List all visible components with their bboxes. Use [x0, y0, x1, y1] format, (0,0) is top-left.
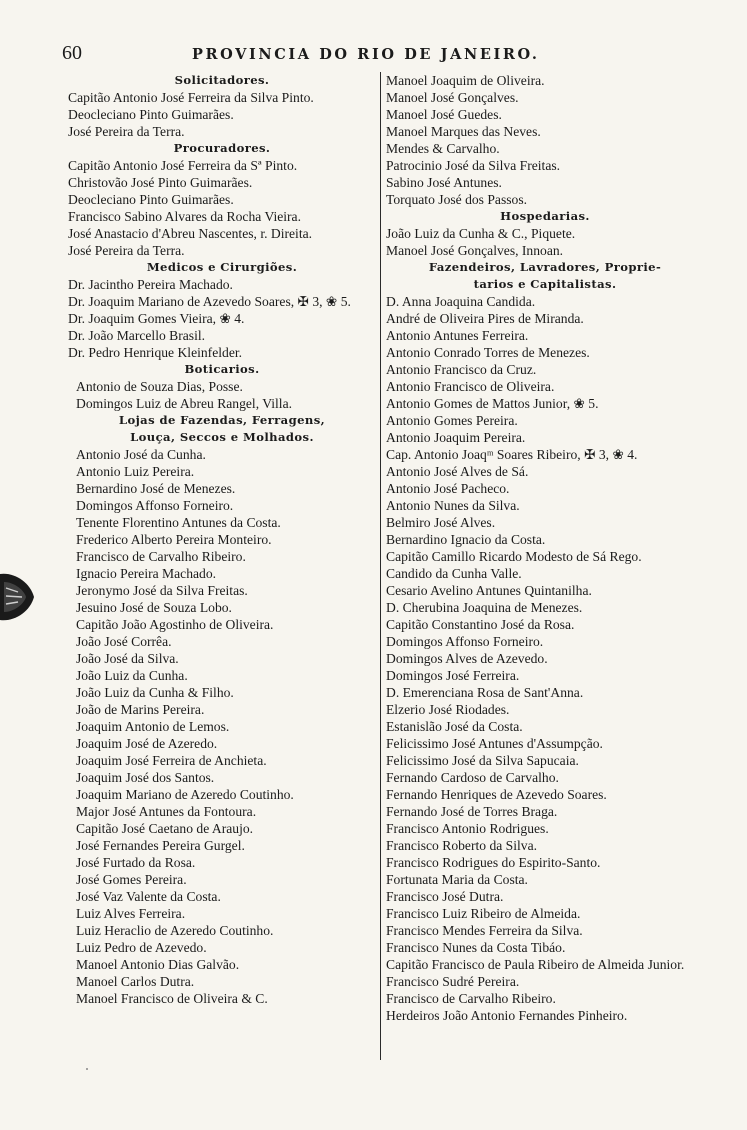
list-item: Joaquim Antonio de Lemos.: [76, 719, 230, 734]
list-item: Francisco de Carvalho Ribeiro.: [76, 549, 246, 564]
list-item: Manoel Francisco de Oliveira & C.: [76, 991, 268, 1006]
list-item: Antonio de Souza Dias, Posse.: [76, 379, 243, 394]
right-column: [386, 72, 704, 1024]
list-item: Major José Antunes da Fontoura.: [76, 804, 257, 819]
list-item: Capitão João Agostinho de Oliveira.: [76, 617, 274, 632]
list-item: Antonio Joaquim Pereira.: [386, 430, 526, 445]
list-item: Jeronymo José da Silva Freitas.: [76, 583, 248, 598]
list-item: Fernando Henriques de Azevedo Soares.: [386, 787, 607, 802]
list-item: Manoel José Gonçalves, Innoan.: [386, 243, 564, 258]
list-item: D. Emerenciana Rosa de Sant'Anna.: [386, 685, 584, 700]
list-item: Patrocinio José da Silva Freitas.: [386, 158, 561, 173]
list-item: João José da Silva.: [76, 651, 179, 666]
list-item: Felicissimo José da Silva Sapucaia.: [386, 753, 579, 768]
list-item: José Pereira da Terra.: [68, 124, 185, 139]
list-item: André de Oliveira Pires de Miranda.: [386, 311, 584, 326]
list-item: Antonio Luiz Pereira.: [76, 464, 195, 479]
list-item: José Vaz Valente da Costa.: [76, 889, 221, 904]
section-continued: [386, 72, 704, 208]
section-heading-continued: tarios e Capitalistas.: [473, 277, 617, 291]
list-item: Antonio José Alves de Sá.: [386, 464, 529, 479]
running-title: PROVINCIA DO RIO DE JANEIRO.: [192, 46, 540, 63]
entry-list: [386, 72, 704, 208]
list-item: Tenente Florentino Antunes da Costa.: [76, 515, 281, 530]
entry-list: [68, 157, 376, 259]
entry-list: [68, 89, 376, 140]
list-item: José Gomes Pereira.: [76, 872, 187, 887]
section-medicos: [68, 259, 376, 361]
list-item: Domingos Affonso Forneiro.: [386, 634, 544, 649]
list-item: Francisco Luiz Ribeiro de Almeida.: [386, 906, 581, 921]
list-item: João Luiz da Cunha.: [76, 668, 188, 683]
list-item: Candido da Cunha Valle.: [386, 566, 522, 581]
list-item: Antonio José da Cunha.: [76, 447, 206, 462]
list-item: Capitão Constantino José da Rosa.: [386, 617, 575, 632]
binding-hole-mark: [0, 568, 40, 626]
list-item: Bernardino José de Menezes.: [76, 481, 236, 496]
list-item: Francisco Roberto da Silva.: [386, 838, 538, 853]
list-item: Christovão José Pinto Guimarães.: [68, 175, 253, 190]
list-item: Domingos José Ferreira.: [386, 668, 520, 683]
section-heading: Boticarios.: [184, 362, 260, 376]
list-item: Antonio Francisco de Oliveira.: [386, 379, 555, 394]
list-item: Manoel Carlos Dutra.: [76, 974, 195, 989]
list-item: João Luiz da Cunha & C., Piquete.: [386, 226, 576, 241]
list-item: Luiz Pedro de Azevedo.: [76, 940, 207, 955]
list-item: Antonio Gomes de Mattos Junior, ❀ 5.: [386, 396, 599, 411]
section-heading: Medicos e Cirurgiões.: [146, 260, 298, 274]
list-item: Capitão Camillo Ricardo Modesto de Sá Rego.: [386, 549, 642, 564]
list-item: Antonio José Pacheco.: [386, 481, 510, 496]
list-item: Capitão Antonio José Ferreira da Silva Pinto.: [68, 90, 314, 105]
list-item: Francisco Nunes da Costa Tibáo.: [386, 940, 566, 955]
list-item: Manoel Marques das Neves.: [386, 124, 541, 139]
section-fazendeiros: [386, 259, 704, 1024]
list-item: Domingos Affonso Forneiro.: [76, 498, 234, 513]
list-item: Manoel Antonio Dias Galvão.: [76, 957, 240, 972]
list-item: Antonio Antunes Ferreira.: [386, 328, 529, 343]
list-item: Francisco Mendes Ferreira da Silva.: [386, 923, 583, 938]
list-item: Dr. João Marcello Brasil.: [68, 328, 206, 343]
list-item: Joaquim Mariano de Azeredo Coutinho.: [76, 787, 294, 802]
list-item: Francisco Sudré Pereira.: [386, 974, 520, 989]
list-item: Ignacio Pereira Machado.: [76, 566, 217, 581]
list-item: Torquato José dos Passos.: [386, 192, 528, 207]
entry-list: [386, 225, 704, 259]
list-item: Antonio Gomes Pereira.: [386, 413, 518, 428]
list-item: Dr. Joaquim Gomes Vieira, ❀ 4.: [68, 311, 245, 326]
list-item: Herdeiros João Antonio Fernandes Pinheiro.: [386, 1008, 628, 1023]
list-item: Capitão Antonio José Ferreira da Sª Pinto.: [68, 158, 298, 173]
list-item: Mendes & Carvalho.: [386, 141, 500, 156]
list-item: Estanislão José da Costa.: [386, 719, 523, 734]
list-item: Joaquim José Ferreira de Anchieta.: [76, 753, 267, 768]
list-item: Dr. Pedro Henrique Kleinfelder.: [68, 345, 243, 360]
section-heading: Solicitadores.: [174, 73, 270, 87]
entry-list: [68, 446, 376, 1007]
list-item: Deocleciano Pinto Guimarães.: [68, 107, 234, 122]
list-item: Frederico Alberto Pereira Monteiro.: [76, 532, 272, 547]
list-item: Antonio Conrado Torres de Menezes.: [386, 345, 590, 360]
section-heading: Fazendeiros, Lavradores, Proprie-: [428, 260, 662, 274]
list-item: Francisco Sabino Alvares da Rocha Vieira.: [68, 209, 301, 224]
list-item: Antonio Nunes da Silva.: [386, 498, 520, 513]
list-item: D. Cherubina Joaquina de Menezes.: [386, 600, 583, 615]
list-item: José Anastacio d'Abreu Nascentes, r. Direita.: [68, 226, 313, 241]
list-item: Francisco Antonio Rodrigues.: [386, 821, 549, 836]
entry-list: [68, 276, 376, 361]
section-lojas: [68, 412, 376, 1007]
list-item: Francisco de Carvalho Ribeiro.: [386, 991, 556, 1006]
list-item: João de Marins Pereira.: [76, 702, 205, 717]
page-header: [62, 40, 702, 70]
list-item: Fernando Cardoso de Carvalho.: [386, 770, 559, 785]
list-item: Jesuino José de Souza Lobo.: [76, 600, 232, 615]
list-item: José Pereira da Terra.: [68, 243, 185, 258]
list-item: Domingos Luiz de Abreu Rangel, Villa.: [76, 396, 293, 411]
list-item: Francisco José Dutra.: [386, 889, 504, 904]
list-item: Elzerio José Riodades.: [386, 702, 510, 717]
list-item: Manoel José Gonçalves.: [386, 90, 519, 105]
list-item: Manoel José Guedes.: [386, 107, 502, 122]
entry-list: [68, 378, 376, 412]
left-column: [68, 72, 376, 1007]
section-heading: Hospedarias.: [500, 209, 590, 223]
list-item: D. Anna Joaquina Candida.: [386, 294, 536, 309]
list-item: Domingos Alves de Azevedo.: [386, 651, 548, 666]
list-item: Felicissimo José Antunes d'Assumpção.: [386, 736, 603, 751]
column-divider: [380, 72, 381, 1060]
list-item: Cap. Antonio Joaqᵐ Soares Ribeiro, ✠ 3, ❀ 4.: [386, 447, 638, 462]
list-item: Manoel Joaquim de Oliveira.: [386, 73, 545, 88]
list-item: José Fernandes Pereira Gurgel.: [76, 838, 245, 853]
section-hospedarias: [386, 208, 704, 259]
list-item: Dr. Jacintho Pereira Machado.: [68, 277, 233, 292]
list-item: Joaquim José dos Santos.: [76, 770, 215, 785]
section-boticarios: [68, 361, 376, 412]
list-item: Sabino José Antunes.: [386, 175, 502, 190]
list-item: Fortunata Maria da Costa.: [386, 872, 528, 887]
list-item: Joaquim José de Azeredo.: [76, 736, 218, 751]
list-item: João José Corrêa.: [76, 634, 172, 649]
list-item: João Luiz da Cunha & Filho.: [76, 685, 234, 700]
section-heading: Procuradores.: [173, 141, 271, 155]
entry-list: [386, 293, 704, 1024]
list-item: Fernando José de Torres Braga.: [386, 804, 558, 819]
list-item: Francisco Rodrigues do Espirito-Santo.: [386, 855, 601, 870]
page-number: 60: [62, 42, 82, 64]
list-item: Capitão Francisco de Paula Ribeiro de Almeida Junior.: [386, 957, 685, 972]
section-solicitadores: [68, 72, 376, 140]
section-heading-continued: Louça, Seccos e Molhados.: [130, 430, 314, 444]
list-item: Luiz Alves Ferreira.: [76, 906, 186, 921]
ink-speck: [86, 1068, 88, 1070]
section-procuradores: [68, 140, 376, 259]
list-item: Luiz Heraclio de Azeredo Coutinho.: [76, 923, 274, 938]
list-item: José Furtado da Rosa.: [76, 855, 196, 870]
list-item: Bernardino Ignacio da Costa.: [386, 532, 546, 547]
list-item: Capitão José Caetano de Araujo.: [76, 821, 254, 836]
list-item: Cesario Avelino Antunes Quintanilha.: [386, 583, 592, 598]
list-item: Antonio Francisco da Cruz.: [386, 362, 537, 377]
section-heading: Lojas de Fazendas, Ferragens,: [118, 413, 326, 427]
list-item: Dr. Joaquim Mariano de Azevedo Soares, ✠ 3, ❀ 5.: [68, 294, 351, 309]
list-item: Belmiro José Alves.: [386, 515, 496, 530]
list-item: Deocleciano Pinto Guimarães.: [68, 192, 234, 207]
